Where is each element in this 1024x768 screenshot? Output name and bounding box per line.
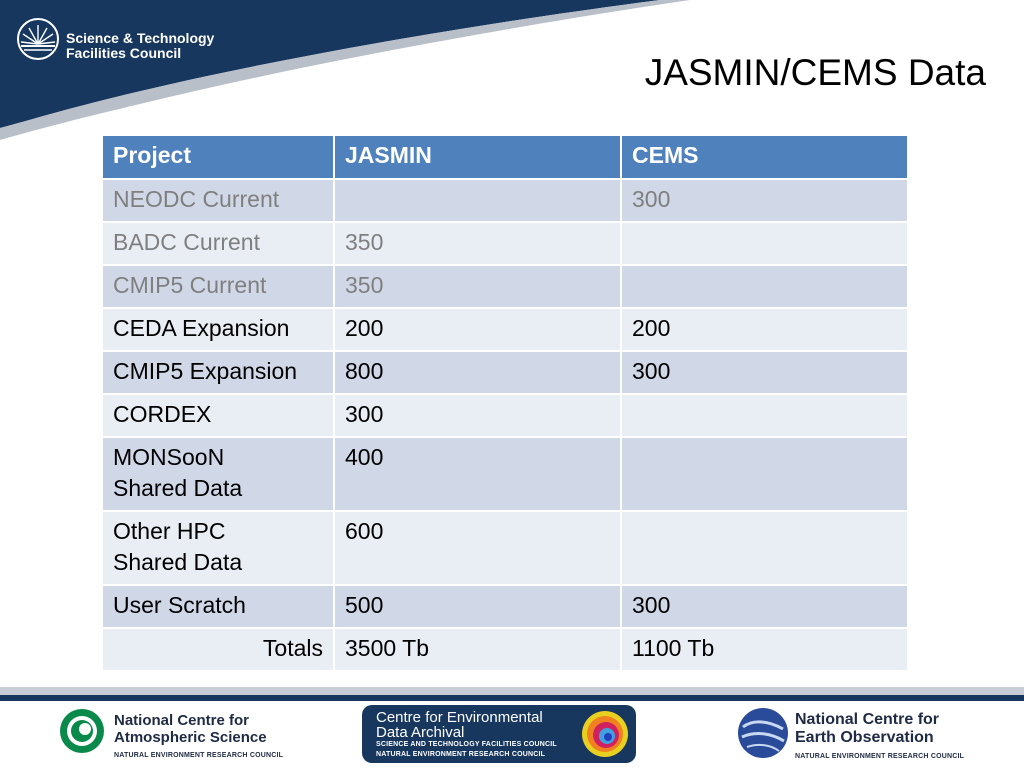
ncas-title: National Centre for Atmospheric Science [114, 712, 267, 746]
totals-row [102, 628, 908, 671]
jasmin-cell: 400 [334, 437, 621, 511]
table-header-row [102, 135, 908, 179]
table-row [102, 222, 908, 265]
project-cell: CMIP5 Expansion [102, 351, 334, 394]
cems-cell [621, 511, 908, 585]
cems-cell [621, 222, 908, 265]
table-row [102, 179, 908, 222]
ncas-swirl-icon [58, 707, 106, 755]
ncas-subtitle: NATURAL ENVIRONMENT RESEARCH COUNCIL [114, 752, 284, 759]
table-row [102, 585, 908, 628]
table-row [102, 351, 908, 394]
table-row [102, 265, 908, 308]
cems-cell [621, 437, 908, 511]
ceda-title: Centre for Environmental Data Archival [376, 709, 543, 741]
cems-cell: 300 [621, 179, 908, 222]
stfc-logo [16, 17, 226, 63]
jasmin-cell: 350 [334, 265, 621, 308]
project-cell: Other HPC Shared Data [102, 511, 334, 585]
project-cell: CORDEX [102, 394, 334, 437]
jasmin-cell: 350 [334, 222, 621, 265]
ceda-subtitle: SCIENCE AND TECHNOLOGY FACILITIES COUNCIL NATURAL ENVIRONMENT RESEARCH COUNCIL [376, 741, 557, 758]
column-header-project: Project [102, 135, 334, 179]
project-cell: User Scratch [102, 585, 334, 628]
table-row [102, 437, 908, 511]
table-row [102, 511, 908, 585]
ozone-globe-icon [580, 709, 630, 759]
project-cell: BADC Current [102, 222, 334, 265]
project-cell: CEDA Expansion [102, 308, 334, 351]
earth-globe-icon [737, 707, 789, 759]
cems-total: 1100 Tb [621, 628, 908, 671]
cems-cell: 300 [621, 585, 908, 628]
cems-cell: 300 [621, 351, 908, 394]
project-cell: CMIP5 Current [102, 265, 334, 308]
footer-divider [0, 687, 1024, 695]
jasmin-cell: 200 [334, 308, 621, 351]
nceo-logo [737, 705, 997, 763]
jasmin-total: 3500 Tb [334, 628, 621, 671]
jasmin-cell: 800 [334, 351, 621, 394]
nceo-subtitle: NATURAL ENVIRONMENT RESEARCH COUNCIL [795, 753, 965, 760]
table-row [102, 308, 908, 351]
footer-divider-dark [0, 695, 1024, 701]
ceda-logo [362, 705, 636, 763]
jasmin-cell: 300 [334, 394, 621, 437]
cems-cell [621, 265, 908, 308]
column-header-jasmin: JASMIN [334, 135, 621, 179]
column-header-cems: CEMS [621, 135, 908, 179]
nceo-title: National Centre for Earth Observation [795, 711, 940, 746]
project-cell: NEODC Current [102, 179, 334, 222]
stfc-name: Science & Technology Facilities Council [66, 30, 215, 61]
cems-cell: 200 [621, 308, 908, 351]
project-cell: MONSooN Shared Data [102, 437, 334, 511]
jasmin-cell: 500 [334, 585, 621, 628]
data-table [101, 134, 909, 672]
slide-title: JASMIN/CEMS Data [644, 52, 986, 93]
sunburst-icon [16, 17, 60, 61]
table-row [102, 394, 908, 437]
jasmin-cell [334, 179, 621, 222]
jasmin-cell: 600 [334, 511, 621, 585]
totals-label: Totals [102, 628, 334, 671]
ncas-logo [58, 705, 298, 761]
cems-cell [621, 394, 908, 437]
